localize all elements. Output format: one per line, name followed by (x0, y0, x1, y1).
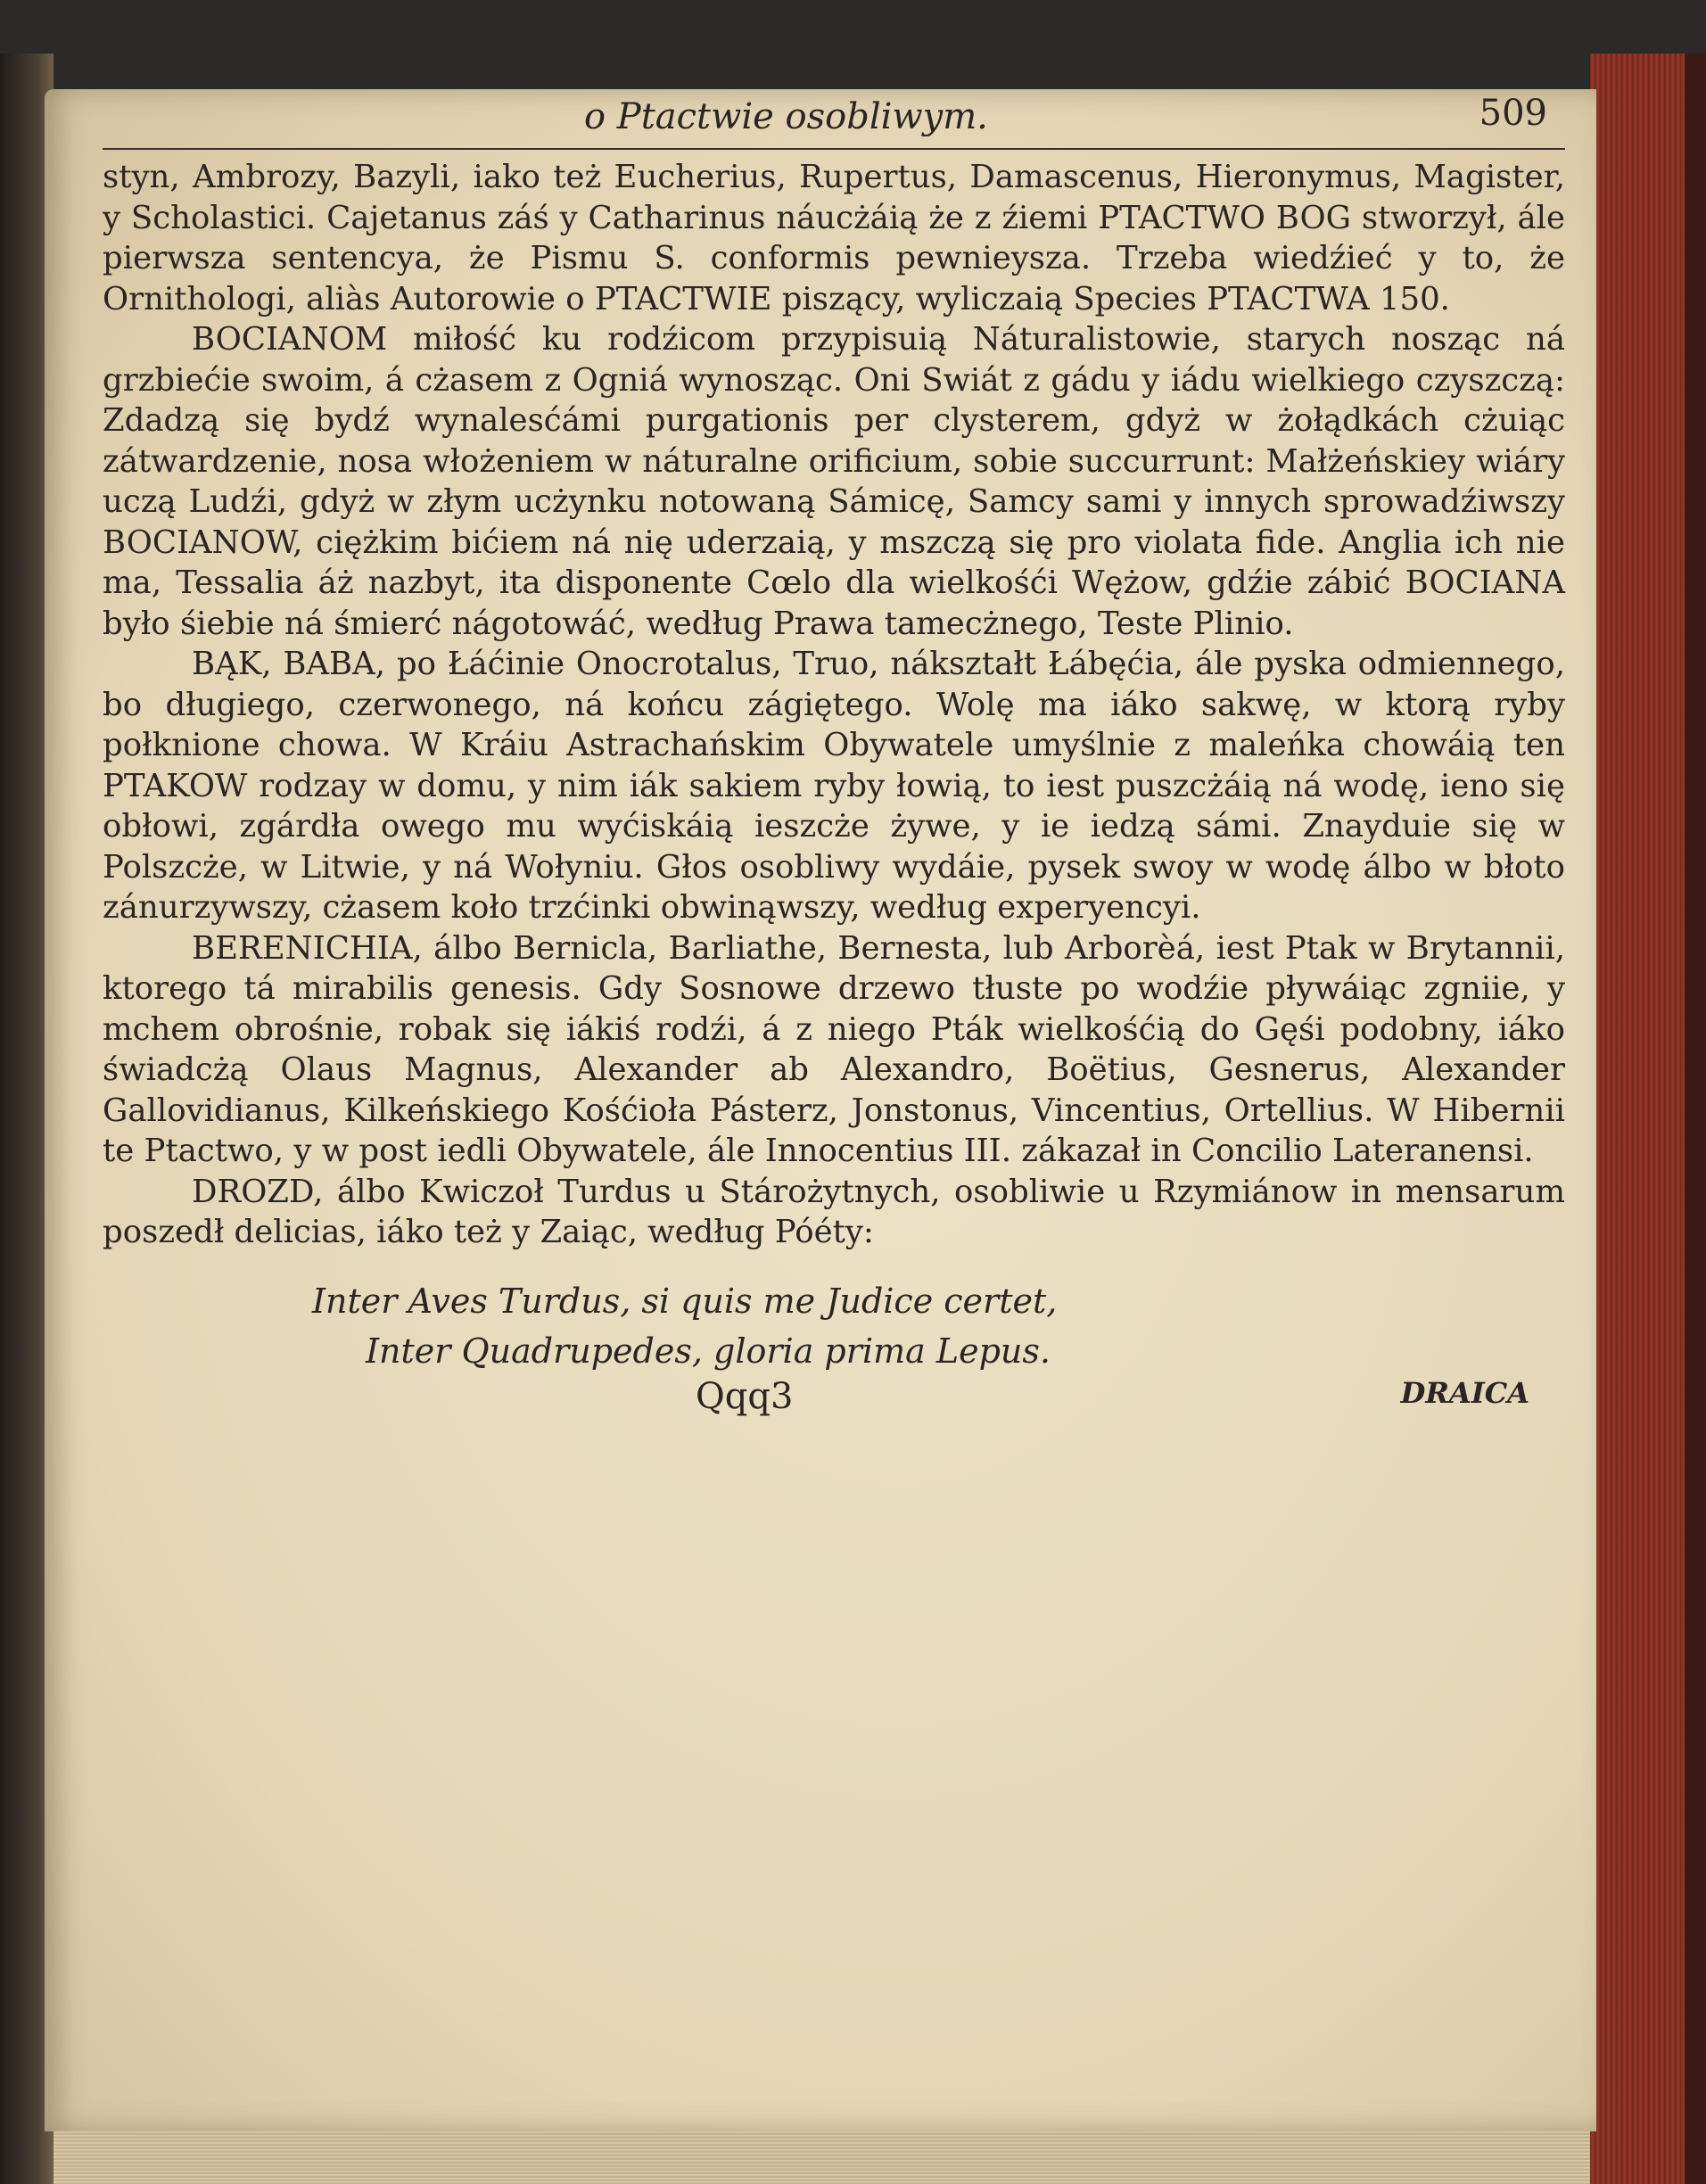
book-cover-spine-edge (1685, 54, 1706, 2184)
paragraph-drozd: DROZD, álbo Kwiczoł Turdus u Stárożytnych, osobliwie u Rzymiánow in mensarum poszedł delicias, iáko też y Zaiąc, według Póéty: (103, 1173, 1565, 1250)
verse-line: Inter Quadrupedes, gloria prima Lepus. (366, 1331, 1051, 1371)
page-number: 509 (1479, 93, 1547, 134)
paragraph-berenichia: BERENICHIA, álbo Bernicla, Barliathe, Bernesta, lub Arborèá, iest Ptak w Brytannii, ktorego tá mirabilis genesis. Gdy Sosnowe drzewo tłuste po wodźie pływáiąc zgniie, y mchem obrośnie, robak się iákiś rodźi, á z niego Pták wielkośćią do Gęśi podobny, iáko świadcżą Olaus Magnus, Alexander ab Alexandro, Boëtius, Gesnerus, Alexander Gallovidianus, Kilkeńskiego Kośćioła Pásterz, Jonstonus, Vincentius, Ortellius. W Hibernii te Ptactwo, y w post iedli Obywatele, ále Innocentius III. zákazał in Concilio Lateranensi. (103, 929, 1565, 1169)
body-text (103, 157, 1565, 1253)
signature-mark: Qqq3 (696, 1375, 794, 1417)
running-head-title: o Ptactwie osobliwym. (584, 96, 988, 137)
page-content (103, 89, 1565, 1430)
paragraph-continuation: styn, Ambrozy, Bazyli, iako też Eucherius, Rupertus, Damascenus, Hieronymus, Magister, y Scholastici. Cajetanus záś y Catharinus náucżáią że z źiemi PTACTWO BOG stworzył, ále pierwsza sentencya, że Pismu S. conformis pewnieysza. Trzeba wiedźieć y to, że Ornithologi, aliàs Autorowie o PTACTWIE piszący, wyliczaią Species PTACTWA 150. (103, 159, 1565, 317)
verse-line: Inter Aves Turdus, si quis me Judice certet, (312, 1281, 1058, 1321)
running-head (103, 89, 1565, 150)
paragraph-bak: BĄK, BABA, po Łáćinie Onocrotalus, Truo, nákształt Łábęćia, ále pyska odmiennego, bo długiego, czerwonego, ná końcu zágiętego. Wolę ma iáko sakwę, w ktorą ryby połknione chowa. W Kráiu Astrachańskim Obywatele umyślnie z maleńka chowáią ten PTAKOW rodzay w domu, y nim iák sakiem ryby łowią, to iest puszcżáią ná wodę, ieno się obłowi, zgárdła owego mu wyćiskáią ieszcże żywe, y ie iedzą sámi. Znayduie się w Polszcże, w Litwie, y ná Wołyniu. Głos osobliwy wydáie, pysek swoy w wodę álbo w błoto zánurzywszy, cżasem koło trzćinki obwinąwszy, według experyencyi. (103, 646, 1565, 926)
page-footer (103, 1376, 1565, 1430)
paragraph-bocian: BOCIANOM miłość ku rodźicom przypisuią Náturalistowie, starych nosząc ná grzbiećie swoim, á cżasem z Ogniá wynosząc. Oni Swiát z gádu y iádu wielkiego czyszczą: Zdadzą się bydź wynalesćámi purgationis per clysterem, gdyż w żołądkách cżuiąc zátwardzenie, nosa włożeniem w náturalne orificium, sobie succurrunt: Małżeńskiey wiáry uczą Ludźi, gdyż w złym ucżynku notowaną Sámicę, Samcy sami y innych sprowadźiwszy BOCIANOW, ciężkim bićiem ná nię uderzaią, y mszczą się pro violata fide. Anglia ich nie ma, Tessalia áż nazbyt, ita disponente Cœlo dla wielkośći Wężow, gdźie zábić BOCIANA było śiebie ná śmierć nágotowáć, według Prawa tamecżnego, Teste Plinio. (103, 321, 1565, 642)
verse-quotation (103, 1276, 1565, 1376)
catchword: DRAICA (1400, 1375, 1529, 1410)
